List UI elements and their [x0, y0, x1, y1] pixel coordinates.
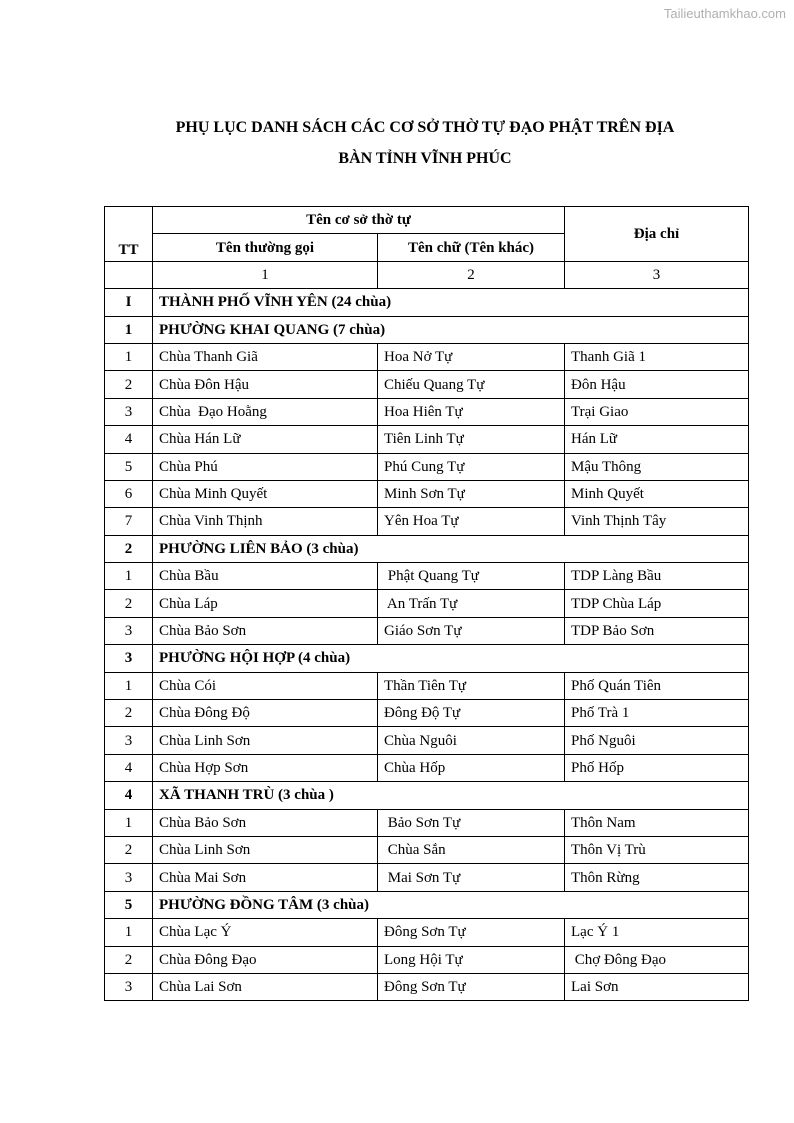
row-common-name: Chùa Bầu [153, 563, 378, 590]
row-common-name: Chùa Lạc Ý [153, 919, 378, 946]
row-common-name: Chùa Linh Sơn [153, 836, 378, 863]
row-address: TDP Chùa Láp [565, 590, 749, 617]
row-tt: 3 [105, 727, 153, 754]
section-row [105, 535, 749, 562]
row-tt: 2 [105, 371, 153, 398]
table-row [105, 508, 749, 535]
row-formal-name: Đông Sơn Tự [378, 919, 565, 946]
row-common-name: Chùa Bảo Sơn [153, 809, 378, 836]
table-row [105, 946, 749, 973]
table-row [105, 973, 749, 1000]
row-address: Phố Nguôi [565, 727, 749, 754]
row-address: Thanh Giã 1 [565, 343, 749, 370]
table-row [105, 727, 749, 754]
section-number: 4 [105, 782, 153, 809]
title-line-2: BÀN TỈNH VĨNH PHÚC [338, 150, 512, 167]
table-row [105, 700, 749, 727]
row-tt: 3 [105, 398, 153, 425]
title-line-1: PHỤ LỤC DANH SÁCH CÁC CƠ SỞ THỜ TỰ ĐẠO PHẬT TRÊN ĐỊA [175, 119, 675, 136]
row-tt: 2 [105, 700, 153, 727]
section-number: 5 [105, 891, 153, 918]
section-number: 2 [105, 535, 153, 562]
table-row [105, 919, 749, 946]
row-address: Phố Hốp [565, 754, 749, 781]
table-row [105, 343, 749, 370]
table-row [105, 563, 749, 590]
section-name: PHƯỜNG HỘI HỢP (4 chùa) [153, 645, 749, 672]
row-formal-name: Chùa Hốp [378, 754, 565, 781]
row-common-name: Chùa Đông Đạo [153, 946, 378, 973]
row-common-name: Chùa Đạo Hoằng [153, 398, 378, 425]
row-tt: 1 [105, 672, 153, 699]
header-row-1 [105, 207, 749, 234]
row-address: Thôn Vị Trù [565, 836, 749, 863]
watermark-text: Tailieuthamkhao.com [663, 6, 786, 21]
row-formal-name: Chiếu Quang Tự [378, 371, 565, 398]
document-title [103, 112, 747, 174]
row-address: Minh Quyết [565, 480, 749, 507]
table-row [105, 371, 749, 398]
row-common-name: Chùa Phú [153, 453, 378, 480]
header-tt: TT [105, 207, 153, 262]
row-common-name: Chùa Mai Sơn [153, 864, 378, 891]
row-address: TDP Làng Bầu [565, 563, 749, 590]
row-tt: 6 [105, 480, 153, 507]
row-tt: 4 [105, 426, 153, 453]
colnum-3: 3 [565, 261, 749, 288]
row-common-name: Chùa Cói [153, 672, 378, 699]
row-tt: 3 [105, 864, 153, 891]
row-tt: 2 [105, 836, 153, 863]
row-formal-name: Chùa Sắn [378, 836, 565, 863]
row-formal-name: Tiên Linh Tự [378, 426, 565, 453]
table-row [105, 809, 749, 836]
table-body [105, 207, 749, 1001]
section-row [105, 782, 749, 809]
colnum-1: 1 [153, 261, 378, 288]
row-common-name: Chùa Vinh Thịnh [153, 508, 378, 535]
row-address: Mậu Thông [565, 453, 749, 480]
row-common-name: Chùa Thanh Giã [153, 343, 378, 370]
row-tt: 1 [105, 919, 153, 946]
table-row [105, 398, 749, 425]
table-row [105, 426, 749, 453]
table-row [105, 864, 749, 891]
city-row [105, 289, 749, 316]
header-group: Tên cơ sở thờ tự [153, 207, 565, 234]
row-tt: 7 [105, 508, 153, 535]
section-row [105, 316, 749, 343]
colnum-empty [105, 261, 153, 288]
row-address: Đôn Hậu [565, 371, 749, 398]
header-formal-name: Tên chữ (Tên khác) [378, 234, 565, 261]
row-tt: 5 [105, 453, 153, 480]
table-row [105, 453, 749, 480]
row-tt: 2 [105, 946, 153, 973]
section-name: PHƯỜNG ĐỒNG TÂM (3 chùa) [153, 891, 749, 918]
row-common-name: Chùa Hợp Sơn [153, 754, 378, 781]
section-name: XÃ THANH TRÙ (3 chùa ) [153, 782, 749, 809]
row-address: Phố Trà 1 [565, 700, 749, 727]
row-common-name: Chùa Láp [153, 590, 378, 617]
row-common-name: Chùa Minh Quyết [153, 480, 378, 507]
row-formal-name: Long Hội Tự [378, 946, 565, 973]
row-formal-name: Phú Cung Tự [378, 453, 565, 480]
row-common-name: Chùa Lai Sơn [153, 973, 378, 1000]
city-name: THÀNH PHỐ VĨNH YÊN (24 chùa) [153, 289, 749, 316]
row-address: Hán Lữ [565, 426, 749, 453]
row-tt: 1 [105, 809, 153, 836]
row-common-name: Chùa Linh Sơn [153, 727, 378, 754]
table-row [105, 480, 749, 507]
row-formal-name: Giáo Sơn Tự [378, 617, 565, 644]
row-formal-name: Hoa Hiên Tự [378, 398, 565, 425]
row-tt: 1 [105, 343, 153, 370]
table-row [105, 617, 749, 644]
row-common-name: Chùa Đông Độ [153, 700, 378, 727]
row-tt: 1 [105, 563, 153, 590]
row-address: TDP Bảo Sơn [565, 617, 749, 644]
table-row [105, 754, 749, 781]
row-common-name: Chùa Hán Lữ [153, 426, 378, 453]
row-formal-name: Đông Độ Tự [378, 700, 565, 727]
row-tt: 3 [105, 617, 153, 644]
row-address: Trại Giao [565, 398, 749, 425]
row-address: Chợ Đông Đạo [565, 946, 749, 973]
row-common-name: Chùa Bảo Sơn [153, 617, 378, 644]
column-number-row [105, 261, 749, 288]
section-name: PHƯỜNG KHAI QUANG (7 chùa) [153, 316, 749, 343]
row-address: Thôn Rừng [565, 864, 749, 891]
row-address: Phố Quán Tiên [565, 672, 749, 699]
row-tt: 2 [105, 590, 153, 617]
section-number: 3 [105, 645, 153, 672]
row-formal-name: Chùa Nguôi [378, 727, 565, 754]
row-address: Vinh Thịnh Tây [565, 508, 749, 535]
row-formal-name: Thần Tiên Tự [378, 672, 565, 699]
section-name: PHƯỜNG LIÊN BẢO (3 chùa) [153, 535, 749, 562]
table-row [105, 836, 749, 863]
row-tt: 3 [105, 973, 153, 1000]
row-tt: 4 [105, 754, 153, 781]
row-formal-name: Yên Hoa Tự [378, 508, 565, 535]
header-address: Địa chỉ [565, 207, 749, 262]
city-number: I [105, 289, 153, 316]
table-row [105, 590, 749, 617]
row-common-name: Chùa Đôn Hậu [153, 371, 378, 398]
row-formal-name: Phật Quang Tự [378, 563, 565, 590]
row-formal-name: Hoa Nở Tự [378, 343, 565, 370]
colnum-2: 2 [378, 261, 565, 288]
table-row [105, 672, 749, 699]
row-formal-name: Minh Sơn Tự [378, 480, 565, 507]
row-address: Lai Sơn [565, 973, 749, 1000]
row-formal-name: Mai Sơn Tự [378, 864, 565, 891]
row-address: Lạc Ý 1 [565, 919, 749, 946]
row-formal-name: An Trấn Tự [378, 590, 565, 617]
row-address: Thôn Nam [565, 809, 749, 836]
temple-list-table [104, 206, 749, 1001]
section-row [105, 645, 749, 672]
section-number: 1 [105, 316, 153, 343]
section-row [105, 891, 749, 918]
row-formal-name: Bảo Sơn Tự [378, 809, 565, 836]
header-common-name: Tên thường gọi [153, 234, 378, 261]
row-formal-name: Đông Sơn Tự [378, 973, 565, 1000]
